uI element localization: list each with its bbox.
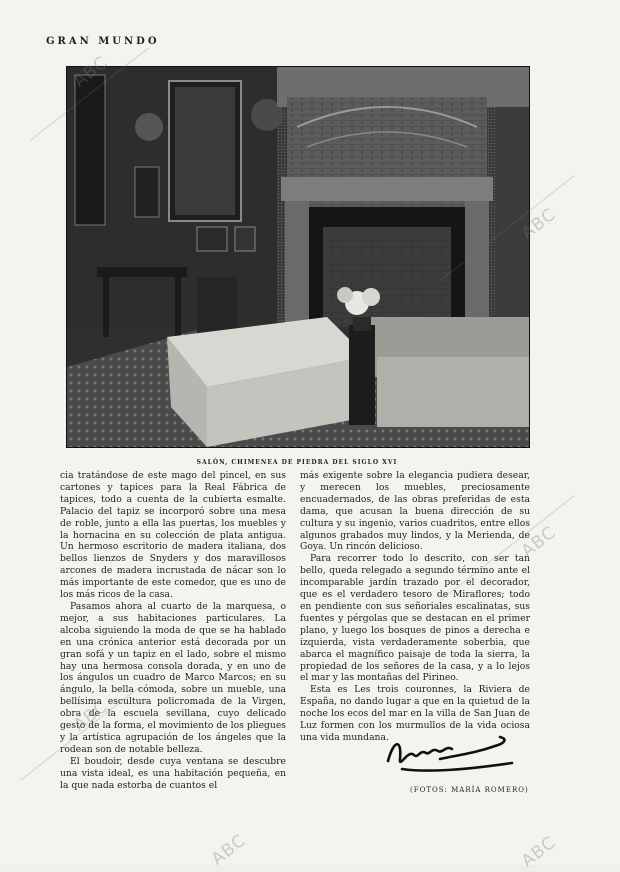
author-signature <box>380 725 520 780</box>
right-paragraph-1: más exigente sobre la elegancia pudiera desear, y merecen los muebles, preciosamente encuadernados, de las obras preferidas de esta dama, que acusan la buena dirección de su cultura y su ingenio, varios cuadritos, entre ellos algunos grabados muy lindos, y la Merienda, de Goya. Un rincón delicioso. <box>300 470 530 553</box>
room-photo <box>66 66 530 448</box>
right-paragraph-3: Esta es Les trois couronnes, la Riviera de España, no dando lugar a que en la quietud de la noche los ecos del mar en la villa de San Juan de Luz formen con los murmullos de la vida ociosa una vida mundana. <box>300 684 530 743</box>
watermark-abc: ABC <box>517 522 561 562</box>
left-paragraph-3: El boudoir, desde cuya ventana se descubre una vista ideal, es una habitación pequeña, en la que nada estorba de cuantos el <box>60 755 286 791</box>
watermark-abc: ABC <box>517 204 561 244</box>
left-column <box>60 470 286 830</box>
room-photo-illustration <box>67 67 529 447</box>
watermark-abc: ABC <box>517 832 561 872</box>
photo-caption: SALÓN, CHIMENEA DE PIEDRA DEL SIGLO XVI <box>196 459 398 466</box>
left-paragraph-2: Pasamos ahora al cuarto de la marquesa, o mejor, a sus habitaciones particulares. La alcoba siguiendo la moda de que se ha hablado en una crónica anterior está decorada por un gran sofá y un tapiz en el lado, sobre el mismo hay una hermosa consola dorada, y en uno de los ángulos un cuadro de Marco Marcos; en su ángulo, la bella cómoda, sobre un mueble, una bellísima escultura policromada de la Virgen, obra de la escuela sevillana, cuyo delicado gesto de la forma, el movimiento de los pliegues y la artística agrupación de los ángeles que la rodean son de notable belleza. <box>60 600 286 755</box>
right-column <box>300 470 530 743</box>
watermark-abc: ABC <box>69 52 113 92</box>
left-paragraph-1: cia tratándose de este mago del pincel, en sus cartones y tapices para la Real Fábrica de tapices, todo a cuenta de la cubierta esmalte. Palacio del tapiz se incorporó sobre una mesa de roble, junto a ella las puertas, los muebles y la hornacina en su colección de plata antigua. Un hermoso escritorio de madera italiana, dos bellos lienzos de Snyders y dos maravillosos arcones de madera incrustada de nácar son lo más importante de este comedor, que es uno de los más ricos de la casa. <box>60 470 286 601</box>
page-header: GRAN MUNDO <box>46 36 160 47</box>
watermark-abc: ABC <box>69 696 113 736</box>
signature-caption: (FOTOS: MARÍA ROMERO) <box>410 786 529 794</box>
watermark-abc: ABC <box>207 830 251 870</box>
right-paragraph-2: Para recorrer todo lo descrito, con ser tan bello, queda relegado a segundo término ante el incomparable jardín trazado por el decorador, que es el verdadero tesoro de Miraflores; todo en pendiente con sus señoriales escalinatas, sus fuentes y pérgolas que se destacan en el primer plano, y luego los bosques de pinos a derecha e izquierda, vista verdaderamente soberbia, que abarca el magnífico paisaje de toda la sierra, la propiedad de los señores de la casa, y a lo lejos el mar y las montañas del Pirineo. <box>300 553 530 684</box>
